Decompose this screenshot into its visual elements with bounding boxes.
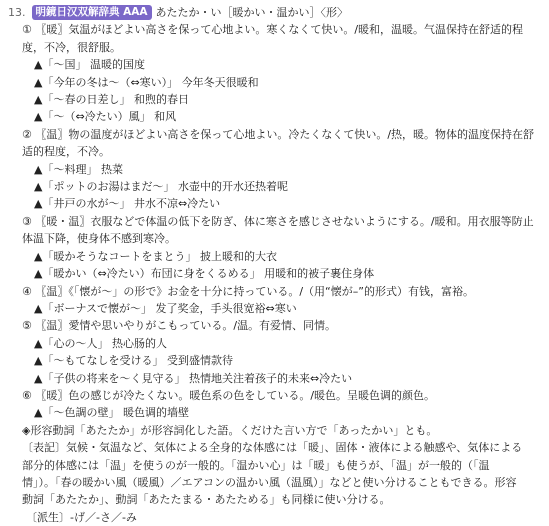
example-line: ▲「〜国」 温暖的国度	[34, 58, 145, 72]
text-line: 适的程度，不冷。	[22, 145, 110, 159]
entry-header	[8, 4, 541, 21]
text-line: 度，不冷，很舒服。	[22, 40, 121, 54]
sense-line: ⑤ 〖温〗愛情や思いやりがこもっている。/温。有爱情、同情。	[22, 319, 337, 333]
example-line: ▲「〜もてなしを受ける」 受到盛情款待	[34, 354, 233, 368]
text-line: 〔表記〕気候・気温など、気体による全身的な体感には「暖」、固体・液体による触感や、気体による	[22, 441, 523, 455]
example-line: ▲「ポットのお湯はまだ〜」 水壶中的开水还热着呢	[34, 180, 288, 194]
text-line: 情」）。「春の暖かい風（暖風）／エアコンの温かい風（温風）」などと使い分けることもできる。形容	[22, 475, 517, 489]
text-line: ◈形容動詞「あたたか」が形容詞化した語。くだけた言い方で「あったかい」とも。	[22, 423, 438, 437]
text-line: 動詞「あたたか」、動詞「あたたまる・あたためる」も同様に使い分ける。	[22, 493, 391, 507]
entry-number: 13.	[8, 6, 26, 19]
example-line: ▲「〜春の日差し」 和煦的春日	[34, 93, 189, 107]
sense-line: ③ 〖暖・温〗衣服などで体温の低下を防ぎ、体に寒さを感じさせないようにする。/暖和。用衣服等防止	[22, 214, 534, 228]
text-line: 部分的体感には「温」を使うのが一般的。「温かい心」は「暖」も使うが、「温」が一般的（「温	[22, 458, 490, 472]
example-line: ▲「暖かい（⇔冷たい）布団に身をくるめる」 用暖和的被子裹住身体	[34, 267, 375, 281]
example-line: ▲「今年の冬は〜（⇔寒い）」 今年冬天很暖和	[34, 75, 259, 89]
sense-line: ① 〖暖〗気温がほどよい高さを保って心地よい。寒くなくて快い。/暖和，温暖。气温保持在舒适的程	[22, 23, 524, 37]
example-line: ▲「心の〜人」 热心肠的人	[34, 336, 167, 350]
example-line: ▲「井戸の水が〜」 井水不凉⇔冷たい	[34, 197, 221, 211]
example-line: ▲「〜（⇔冷たい）風」 和风	[34, 110, 177, 124]
sense-line: ④ 〖温〗《「懐が〜」の形で》お金を十分に持っている。/（用“懐が–”的形式）有钱，富裕。	[22, 284, 474, 298]
dictionary-badge: 明鏡日汉双解辞典 AAA	[32, 5, 152, 20]
text-line: 〔派生〕-げ／-さ／-み	[26, 510, 137, 524]
example-line: ▲「子供の将来を〜く見守る」 热情地关注着孩子的未来⇔冷たい	[34, 371, 353, 385]
example-line: ▲「〜色調の壁」 暖色调的墙壁	[34, 406, 189, 420]
example-line: ▲「暖かそうなコートをまとう」 披上暖和的大衣	[34, 249, 277, 263]
sense-line: ⑥ 〖暖〗色の感じが冷たくない。暖色系の色をしている。/暖色。呈暖色调的颜色。	[22, 388, 436, 402]
sense-line: ② 〖温〗物の温度がほどよい高さを保って心地よい。冷たくなくて快い。/热，暖。物体的温度保持在舒	[22, 127, 535, 141]
example-line: ▲「〜料理」 热菜	[34, 162, 123, 176]
example-line: ▲「ボーナスで懐が〜」 发了奖金，手头很宽裕⇔寒い	[34, 301, 297, 315]
entry-body	[8, 21, 541, 526]
headword: あたたか・い［暖かい・温かい］〈形〉	[155, 6, 349, 19]
text-line: 体温下降，使身体不感到寒冷。	[22, 232, 176, 246]
